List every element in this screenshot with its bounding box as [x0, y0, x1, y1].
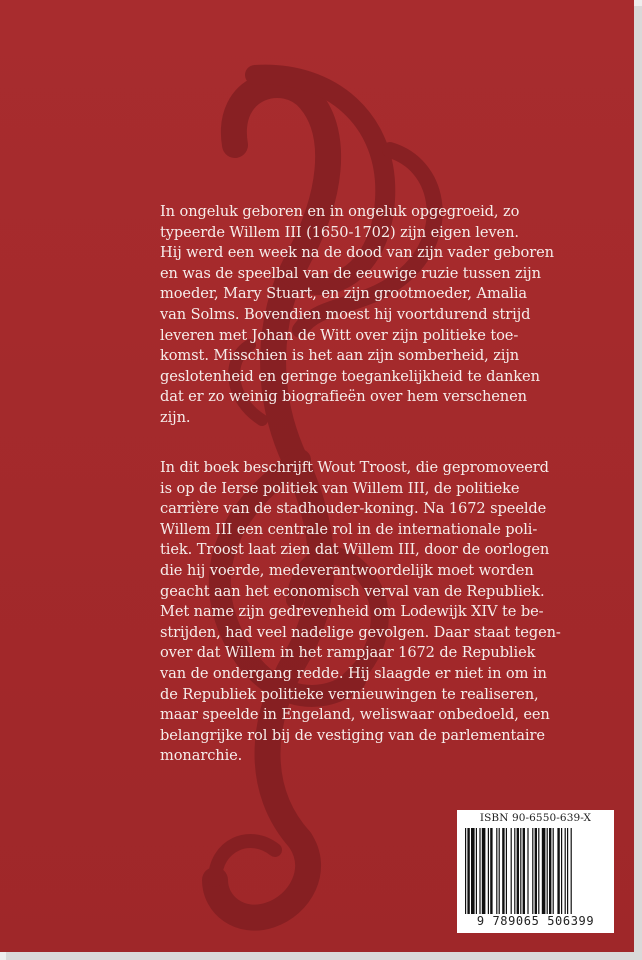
paragraph-line: van Solms. Bovendien moest hij voortdurend strijd — [160, 305, 531, 323]
paragraph-line: tiek. Troost laat zien dat Willem III, door de oorlogen — [160, 541, 550, 559]
paragraph-line: monarchie. — [160, 747, 243, 765]
page-edge-right — [634, 6, 642, 960]
paragraph-line: moeder, Mary Stuart, en zijn grootmoeder, Amalia — [160, 285, 528, 303]
paragraph-line: de Republiek politieke vernieuwingen te realiseren, — [160, 685, 539, 703]
paragraph-line: Met name zijn gedrevenheid om Lodewijk XIV te be- — [160, 603, 544, 621]
isbn-label: ISBN 90-6550-639-X — [479, 812, 592, 824]
paragraph-line: maar speelde in Engeland, weliswaar onbedoeld, een — [160, 706, 550, 724]
ean-digits: 9 789065 506399 — [476, 914, 595, 928]
description-paragraph-2 — [160, 458, 600, 767]
paragraph-line: In dit boek beschrijft Wout Troost, die gepromoveerd — [160, 459, 549, 476]
paragraph-line: geacht aan het economisch verval van de Republiek. — [160, 582, 545, 600]
paragraph-line: en was de speelbal van de eeuwige ruzie tussen zijn — [160, 264, 541, 282]
barcode-bars — [465, 828, 606, 914]
paragraph-line: strijden, had veel nadelige gevolgen. Daar staat tegen- — [160, 623, 561, 641]
paragraph-line: over dat Willem in het rampjaar 1672 de Republiek — [160, 644, 536, 662]
paragraph-line: Hij werd een week na de dood van zijn vader geboren — [160, 244, 554, 262]
paragraph-line: Willem III een centrale rol in de internationale poli- — [160, 520, 538, 538]
paragraph-line: belangrijke rol bij de vestiging van de parlementaire — [160, 726, 545, 744]
barcode-panel — [457, 810, 614, 933]
paragraph-line: leveren met Johan de Witt over zijn politieke toe- — [160, 326, 519, 344]
description-paragraph-1 — [160, 202, 600, 429]
paragraph-line: typeerde Willem III (1650-1702) zijn eigen leven. — [160, 223, 519, 241]
paragraph-line: dat er zo weinig biografieën over hem verschenen — [160, 388, 527, 406]
page-edge-bottom — [6, 952, 642, 960]
paragraph-line: van de ondergang redde. Hij slaagde er niet in om in — [160, 664, 547, 682]
paragraph-line: carrière van de stadhouder-koning. Na 1672 speelde — [160, 500, 547, 518]
paragraph-line: geslotenheid en geringe toegankelijkheid te danken — [160, 367, 540, 385]
paragraph-line: zijn. — [160, 408, 191, 426]
paragraph-line: komst. Misschien is het aan zijn somberheid, zijn — [160, 347, 520, 365]
paragraph-line: die hij voerde, medeverantwoordelijk moet worden — [160, 561, 534, 579]
paragraph-line: In ongeluk geboren en in ongeluk opgegroeid, zo — [160, 203, 520, 220]
paragraph-line: is op de Ierse politiek van Willem III, de politieke — [160, 479, 520, 497]
